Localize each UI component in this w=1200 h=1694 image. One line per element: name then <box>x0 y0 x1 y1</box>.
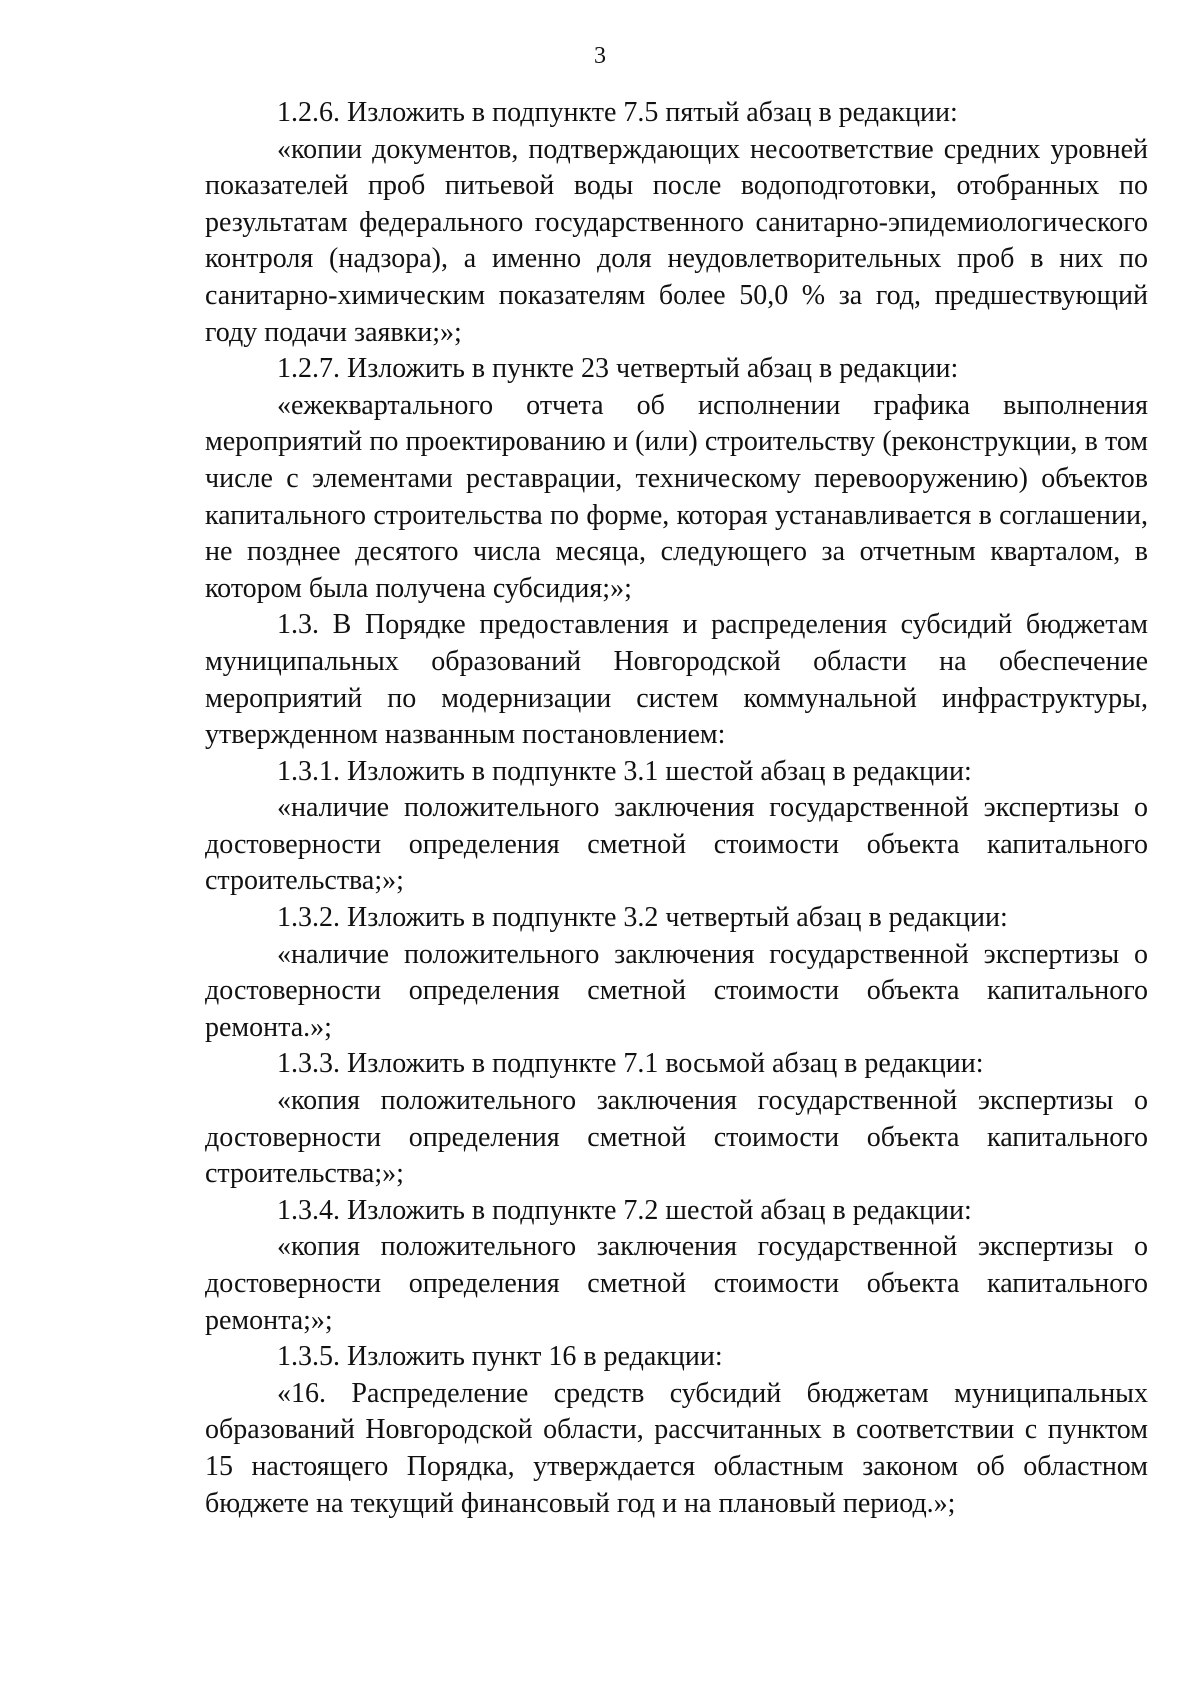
paragraph-1-3-4-heading: 1.3.4. Изложить в подпункте 7.2 шестой абзац в редакции: <box>277 1194 972 1226</box>
paragraph-1-3-2-text: «наличие положительного заключения государственной экспертизы о достоверности определения сметной стоимости объекта капитального ремонта.»; <box>205 938 1148 1043</box>
paragraph-1-3-2-heading: 1.3.2. Изложить в подпункте 3.2 четвертый абзац в редакции: <box>277 902 1008 934</box>
paragraph-1-3-3-heading: 1.3.3. Изложить в подпункте 7.1 восьмой абзац в редакции: <box>277 1048 984 1080</box>
paragraph-1-3-3-text: «копия положительного заключения государственной экспертизы о достоверности определения сметной стоимости объекта капитального строительства;»; <box>205 1085 1148 1190</box>
paragraph-1-3-intro: 1.3. В Порядке предоставления и распределения субсидий бюджетам муниципальных образований Новгородской области на обеспечение мероприятий по модернизации систем коммунальной инфраструктуры, утвержденном названным постановлением: <box>205 609 1148 751</box>
paragraph-1-3-5-text: «16. Распределение средств субсидий бюджетам муниципальных образований Новгородской области, рассчитанных в соответствии с пунктом 15 настоящего Порядка, утверждается областным законом об областном бюджете на текущий финансовый год и на плановый период.»; <box>205 1377 1148 1519</box>
paragraph-1-2-6-text: «копии документов, подтверждающих несоответствие средних уровней показателей проб питьевой воды после водоподготовки, отобранных по результатам федерального государственного санитарно-эпидемиологического контроля (надзора), а именно доля неудовлетворительных проб в них по санитарно-химическим показателям более 50,0 % за год, предшествующий году подачи заявки;»; <box>205 133 1148 348</box>
paragraph-1-3-4-text: «копия положительного заключения государственной экспертизы о достоверности определения сметной стоимости объекта капитального ремонта;»; <box>205 1231 1148 1336</box>
paragraph-1-2-7-heading: 1.2.7. Изложить в пункте 23 четвертый абзац в редакции: <box>277 353 959 385</box>
paragraph-1-2-7-text: «ежеквартального отчета об исполнении графика выполнения мероприятий по проектированию и (или) строительству (реконструкции, в том числе с элементами реставрации, техническому перевооружению) объектов капитального строительства по форме, которая устанавливается в соглашении, не позднее десятого числа месяца, следующего за отчетным кварталом, в котором была получена субсидия;»; <box>205 389 1148 604</box>
paragraph-1-3-1-text: «наличие положительного заключения государственной экспертизы о достоверности определения сметной стоимости объекта капитального строительства;»; <box>205 792 1148 897</box>
paragraph-1-3-5-heading: 1.3.5. Изложить пункт 16 в редакции: <box>277 1341 723 1373</box>
paragraph-1-2-6-heading: 1.2.6. Изложить в подпункте 7.5 пятый абзац в редакции: <box>277 97 958 128</box>
paragraph-1-3-1-heading: 1.3.1. Изложить в подпункте 3.1 шестой абзац в редакции: <box>277 755 972 787</box>
page-number: 3 <box>594 43 606 69</box>
document-body <box>205 95 1148 1522</box>
